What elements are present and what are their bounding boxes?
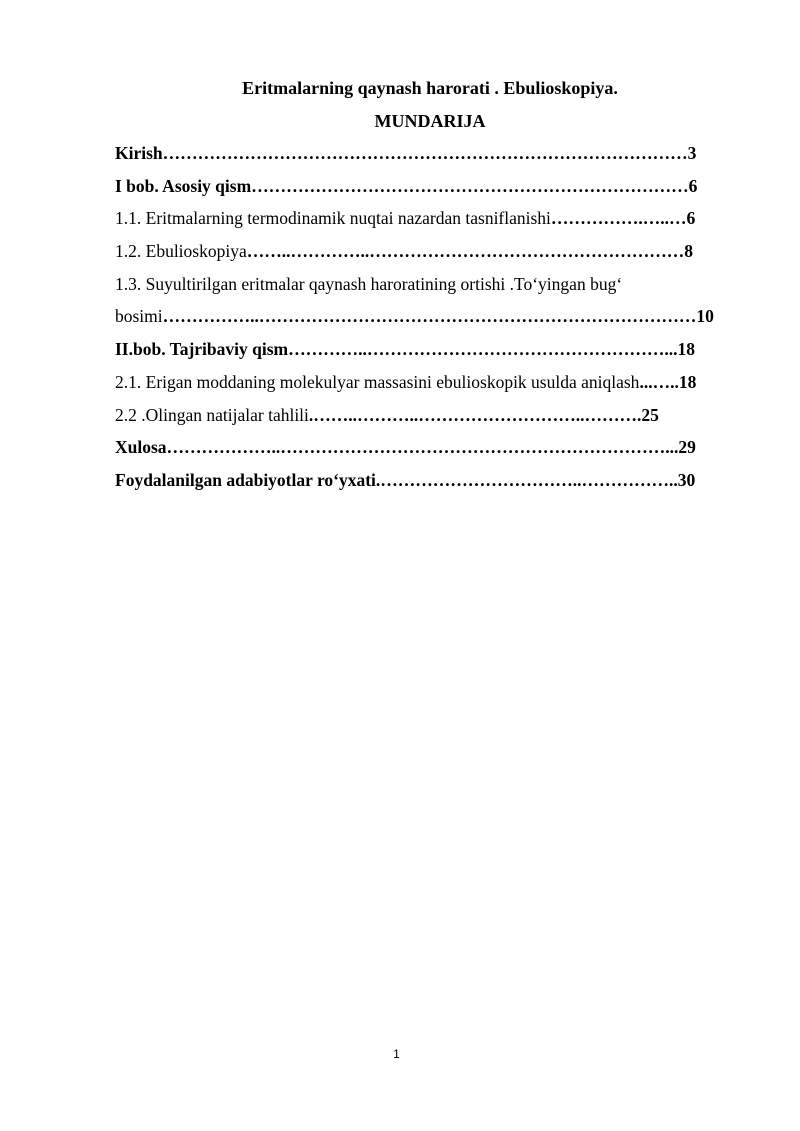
toc-entry-2-2[interactable]	[115, 402, 745, 435]
toc-heading: MUNDARIJA	[374, 111, 486, 131]
toc-entry-xulosa[interactable]	[115, 434, 745, 467]
toc-entry-title: bosimi	[115, 306, 163, 327]
toc-entry-title: I bob. Asosiy qism	[115, 175, 252, 196]
toc-entry-leader-page: ……………………………..……………..30	[380, 469, 696, 490]
page-number: 1	[393, 1047, 400, 1061]
toc-entry-leader-page: …………………………………………………………………6	[251, 175, 698, 196]
toc-entry-chapter-2[interactable]	[115, 336, 745, 369]
toc-entry-1-2[interactable]	[115, 238, 745, 271]
table-of-contents	[115, 140, 745, 500]
toc-entry-2-1[interactable]	[115, 369, 745, 402]
toc-entry-title: 1.1. Eritmalarning termodinamik nuqtai nazardan tasniflanishi	[115, 208, 551, 229]
toc-entry-leader-page: ...…..18	[639, 371, 697, 392]
toc-entry-1-3-continued[interactable]	[115, 303, 745, 336]
toc-entry-leader-page: .……..………..………………………..……….25	[308, 404, 659, 425]
toc-entry-title: Foydalanilgan adabiyotlar ro‘yxati.	[115, 469, 381, 490]
toc-entry-title: Xulosa	[115, 437, 167, 458]
document-title: Eritmalarning qaynash harorati . Ebulioskopiya.	[242, 78, 618, 98]
toc-entry-1-3[interactable]	[115, 271, 745, 304]
toc-entry-leader-page: ………………………………………………………………………………3	[162, 143, 697, 163]
toc-entry-leader-page: …………….…..…6	[550, 208, 696, 229]
toc-entry-bibliography[interactable]	[115, 467, 745, 500]
toc-entry-leader-page: ……………..…………………………………………………………………10	[162, 306, 714, 327]
toc-entry-1-1[interactable]	[115, 205, 745, 238]
toc-entry-leader-page: …………..……………………………………………...18	[288, 339, 695, 360]
toc-entry-title: Kirish	[115, 143, 163, 163]
toc-entry-kirish[interactable]	[115, 140, 745, 173]
toc-entry-title: II.bob. Tajribaviy qism	[115, 339, 289, 360]
toc-entry-leader-page: ………………..…………………………………………………………...29	[166, 437, 696, 458]
toc-entry-title: 1.2. Ebulioskopiya	[115, 241, 247, 262]
toc-entry-leader-page: ……..…………..………………………………………………8	[246, 241, 693, 262]
toc-entry-title: 2.2 .Olingan natijalar tahlili	[115, 404, 309, 425]
toc-entry-title: 1.3. Suyultirilgan eritmalar qaynash haroratining ortishi .To‘yingan bug‘	[115, 273, 623, 294]
toc-entry-title: 2.1. Erigan moddaning molekulyar massasini ebulioskopik usulda aniqlash	[115, 371, 640, 392]
toc-entry-chapter-1[interactable]	[115, 173, 745, 206]
